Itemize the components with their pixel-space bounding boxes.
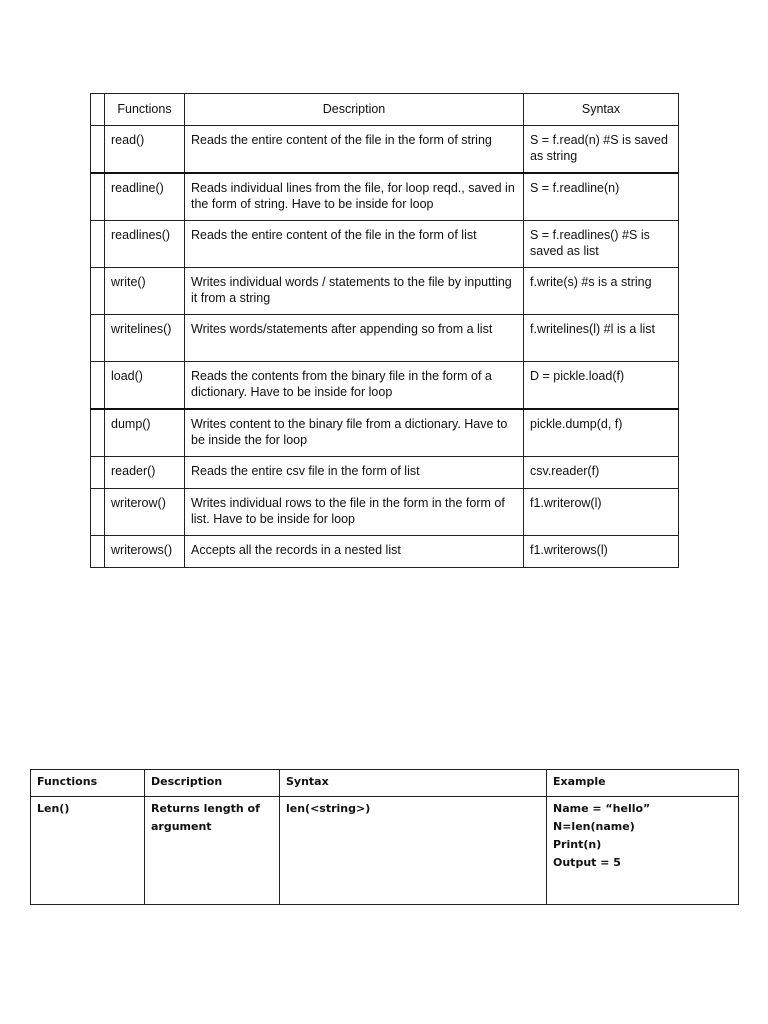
row-gutter [91, 126, 105, 174]
row-gutter [91, 489, 105, 536]
syntax-cell: pickle.dump(d, f) [524, 409, 679, 457]
description-cell: Reads the entire content of the file in the form of string [185, 126, 524, 174]
syntax-cell: S = f.read(n) #S is saved as string [524, 126, 679, 174]
function-cell: Len() [31, 797, 145, 905]
function-cell: write() [105, 268, 185, 315]
string-functions-table [30, 769, 739, 905]
description-cell: Writes individual rows to the file in the form in the form of list. Have to be inside for loop [185, 489, 524, 536]
example-line: Output = 5 [553, 856, 621, 869]
example-line: Print(n) [553, 838, 602, 851]
function-cell: writelines() [105, 315, 185, 362]
syntax-cell: f.write(s) #s is a string [524, 268, 679, 315]
table-row [91, 315, 679, 362]
function-cell: read() [105, 126, 185, 174]
row-gutter [91, 94, 105, 126]
description-cell: Accepts all the records in a nested list [185, 536, 524, 568]
table-header-row [31, 770, 739, 797]
table-row [91, 221, 679, 268]
function-cell: load() [105, 362, 185, 410]
table-row [91, 173, 679, 221]
table-header-row [91, 94, 679, 126]
function-cell: writerow() [105, 489, 185, 536]
row-gutter [91, 173, 105, 221]
syntax-cell: f1.writerow(l) [524, 489, 679, 536]
header-example: Example [547, 770, 739, 797]
syntax-cell: len(<string>) [280, 797, 547, 905]
table-row [91, 409, 679, 457]
header-functions: Functions [105, 94, 185, 126]
row-gutter [91, 457, 105, 489]
table-row [91, 536, 679, 568]
table-row [91, 489, 679, 536]
description-cell: Reads individual lines from the file, for loop reqd., saved in the form of string. Have to be inside for loop [185, 173, 524, 221]
row-gutter [91, 315, 105, 362]
row-gutter [91, 221, 105, 268]
header-functions: Functions [31, 770, 145, 797]
table-row [91, 126, 679, 174]
description-cell: Writes words/statements after appending so from a list [185, 315, 524, 362]
file-functions-table [90, 93, 679, 568]
description-cell: Reads the entire csv file in the form of list [185, 457, 524, 489]
table-row [91, 268, 679, 315]
example-cell [547, 797, 739, 905]
header-syntax: Syntax [280, 770, 547, 797]
header-description: Description [145, 770, 280, 797]
row-gutter [91, 268, 105, 315]
example-line: Name = “hello” [553, 802, 651, 815]
syntax-cell: f.writelines(l) #l is a list [524, 315, 679, 362]
description-cell: Returns length of argument [145, 797, 280, 905]
table-row [91, 362, 679, 410]
row-gutter [91, 362, 105, 410]
syntax-cell: D = pickle.load(f) [524, 362, 679, 410]
function-cell: writerows() [105, 536, 185, 568]
syntax-cell: f1.writerows(l) [524, 536, 679, 568]
syntax-cell: S = f.readlines() #S is saved as list [524, 221, 679, 268]
description-cell: Reads the entire content of the file in the form of list [185, 221, 524, 268]
row-gutter [91, 536, 105, 568]
syntax-cell: S = f.readline(n) [524, 173, 679, 221]
header-description: Description [185, 94, 524, 126]
function-cell: reader() [105, 457, 185, 489]
function-cell: readline() [105, 173, 185, 221]
description-cell: Writes content to the binary file from a dictionary. Have to be inside the for loop [185, 409, 524, 457]
example-line: N=len(name) [553, 820, 635, 833]
row-gutter [91, 409, 105, 457]
table-row [91, 457, 679, 489]
function-cell: readlines() [105, 221, 185, 268]
header-syntax: Syntax [524, 94, 679, 126]
description-cell: Writes individual words / statements to the file by inputting it from a string [185, 268, 524, 315]
table-row [31, 797, 739, 905]
function-cell: dump() [105, 409, 185, 457]
syntax-cell: csv.reader(f) [524, 457, 679, 489]
description-cell: Reads the contents from the binary file in the form of a dictionary. Have to be inside for loop [185, 362, 524, 410]
